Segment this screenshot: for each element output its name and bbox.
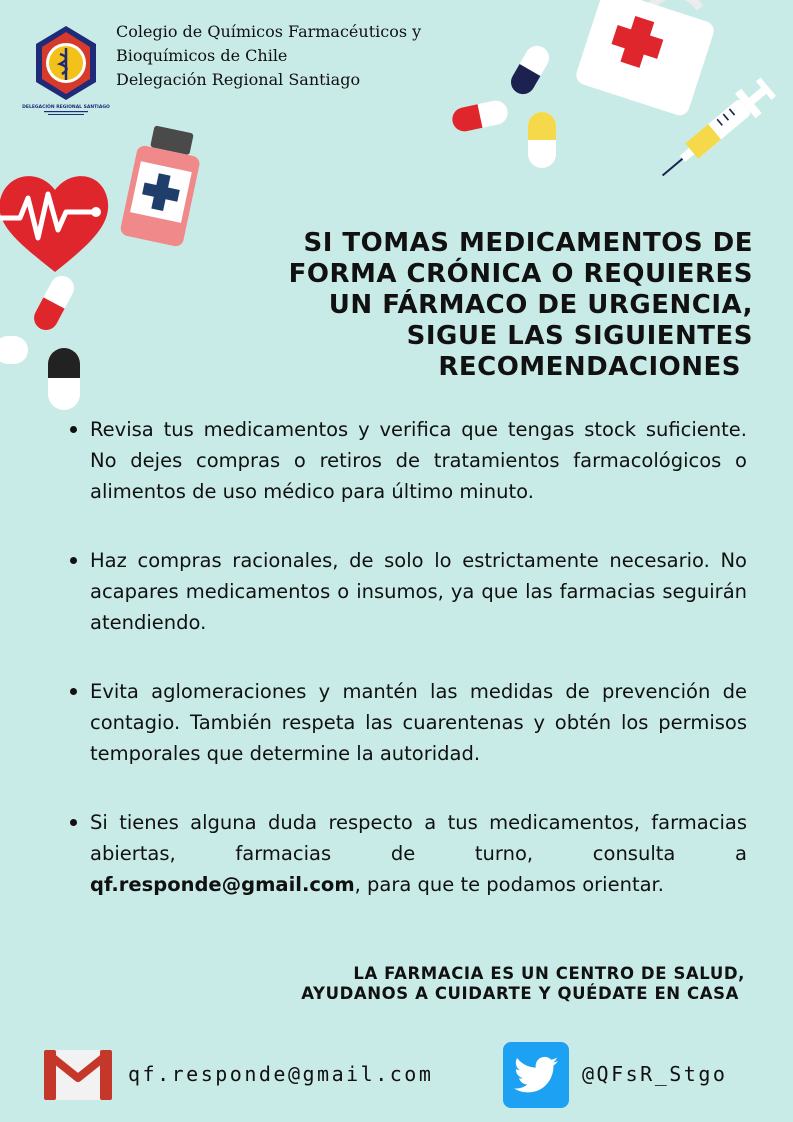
recommendation-text-after: , para que te podamos orientar.: [354, 873, 664, 896]
organization-name: [116, 20, 496, 92]
list-item: [70, 414, 747, 507]
capsule-left-black-illustration: [42, 344, 88, 419]
list-item: [70, 807, 747, 900]
org-line-1: Colegio de Químicos Farmacéuticos y: [116, 22, 422, 41]
main-headline: [193, 228, 753, 383]
heart-rate-illustration: [0, 164, 110, 281]
footer-twitter-handle[interactable]: @QFsR_Stgo: [582, 1062, 728, 1086]
bullet-icon: [70, 819, 77, 826]
org-line-3: Delegación Regional Santiago: [116, 70, 361, 89]
capsule-red-illustration: [448, 96, 512, 141]
recommendations-list: [70, 414, 747, 938]
recommendation-text: Haz compras racionales, de solo lo estrictamente necesario. No acapares medicamentos o insumos, ya que las farmacias seguirán atendiendo.: [90, 549, 747, 634]
closing-line-2: AYUDANOS A CUIDARTE Y QUÉDATE EN CASA: [301, 984, 739, 1003]
capsule-left-white-illustration: [0, 330, 30, 375]
bullet-icon: [70, 426, 77, 433]
headline-line-5: RECOMENDACIONES: [438, 352, 741, 382]
capsule-yellow-illustration: [522, 108, 562, 177]
contact-email-link[interactable]: qf.responde@gmail.com: [90, 873, 355, 896]
footer-email[interactable]: qf.responde@gmail.com: [128, 1062, 434, 1086]
headline-line-1: SI TOMAS MEDICAMENTOS DE: [303, 228, 753, 258]
headline-line-2: FORMA CRÓNICA O REQUIERES: [288, 259, 753, 289]
list-item: [70, 545, 747, 638]
gmail-icon[interactable]: [44, 1050, 112, 1100]
capsule-left-red-illustration: [26, 270, 82, 341]
headline-line-4: SIGUE LAS SIGUIENTES: [406, 321, 753, 351]
recommendation-text: Revisa tus medicamentos y verifica que tengas stock suficiente. No dejes compras o retiros de tratamientos farmacológicos o alimentos de uso médico para último minuto.: [90, 418, 747, 503]
capsule-navy-illustration: [506, 40, 554, 105]
bullet-icon: [70, 557, 77, 564]
list-item: [70, 676, 747, 769]
closing-line-1: LA FARMACIA ES UN CENTRO DE SALUD,: [353, 964, 745, 983]
syringe-illustration: [644, 66, 784, 201]
org-line-2: Bioquímicos de Chile: [116, 46, 288, 65]
recommendation-text: Evita aglomeraciones y mantén las medidas de prevención de contagio. También respeta las cuarentenas y obtén los permisos temporales que determine la autoridad.: [90, 680, 747, 765]
bullet-icon: [70, 688, 77, 695]
organization-logo: [22, 24, 110, 116]
twitter-icon[interactable]: [503, 1042, 569, 1108]
closing-message: [185, 964, 745, 1004]
recommendation-text-before: Si tienes alguna duda respecto a tus medicamentos, farmacias abiertas, farmacias de turno, consulta a: [90, 811, 747, 865]
headline-line-3: UN FÁRMACO DE URGENCIA,: [328, 290, 753, 320]
svg-text:DELEGACIÓN REGIONAL SANTIAGO: DELEGACIÓN REGIONAL SANTIAGO: [22, 105, 110, 110]
